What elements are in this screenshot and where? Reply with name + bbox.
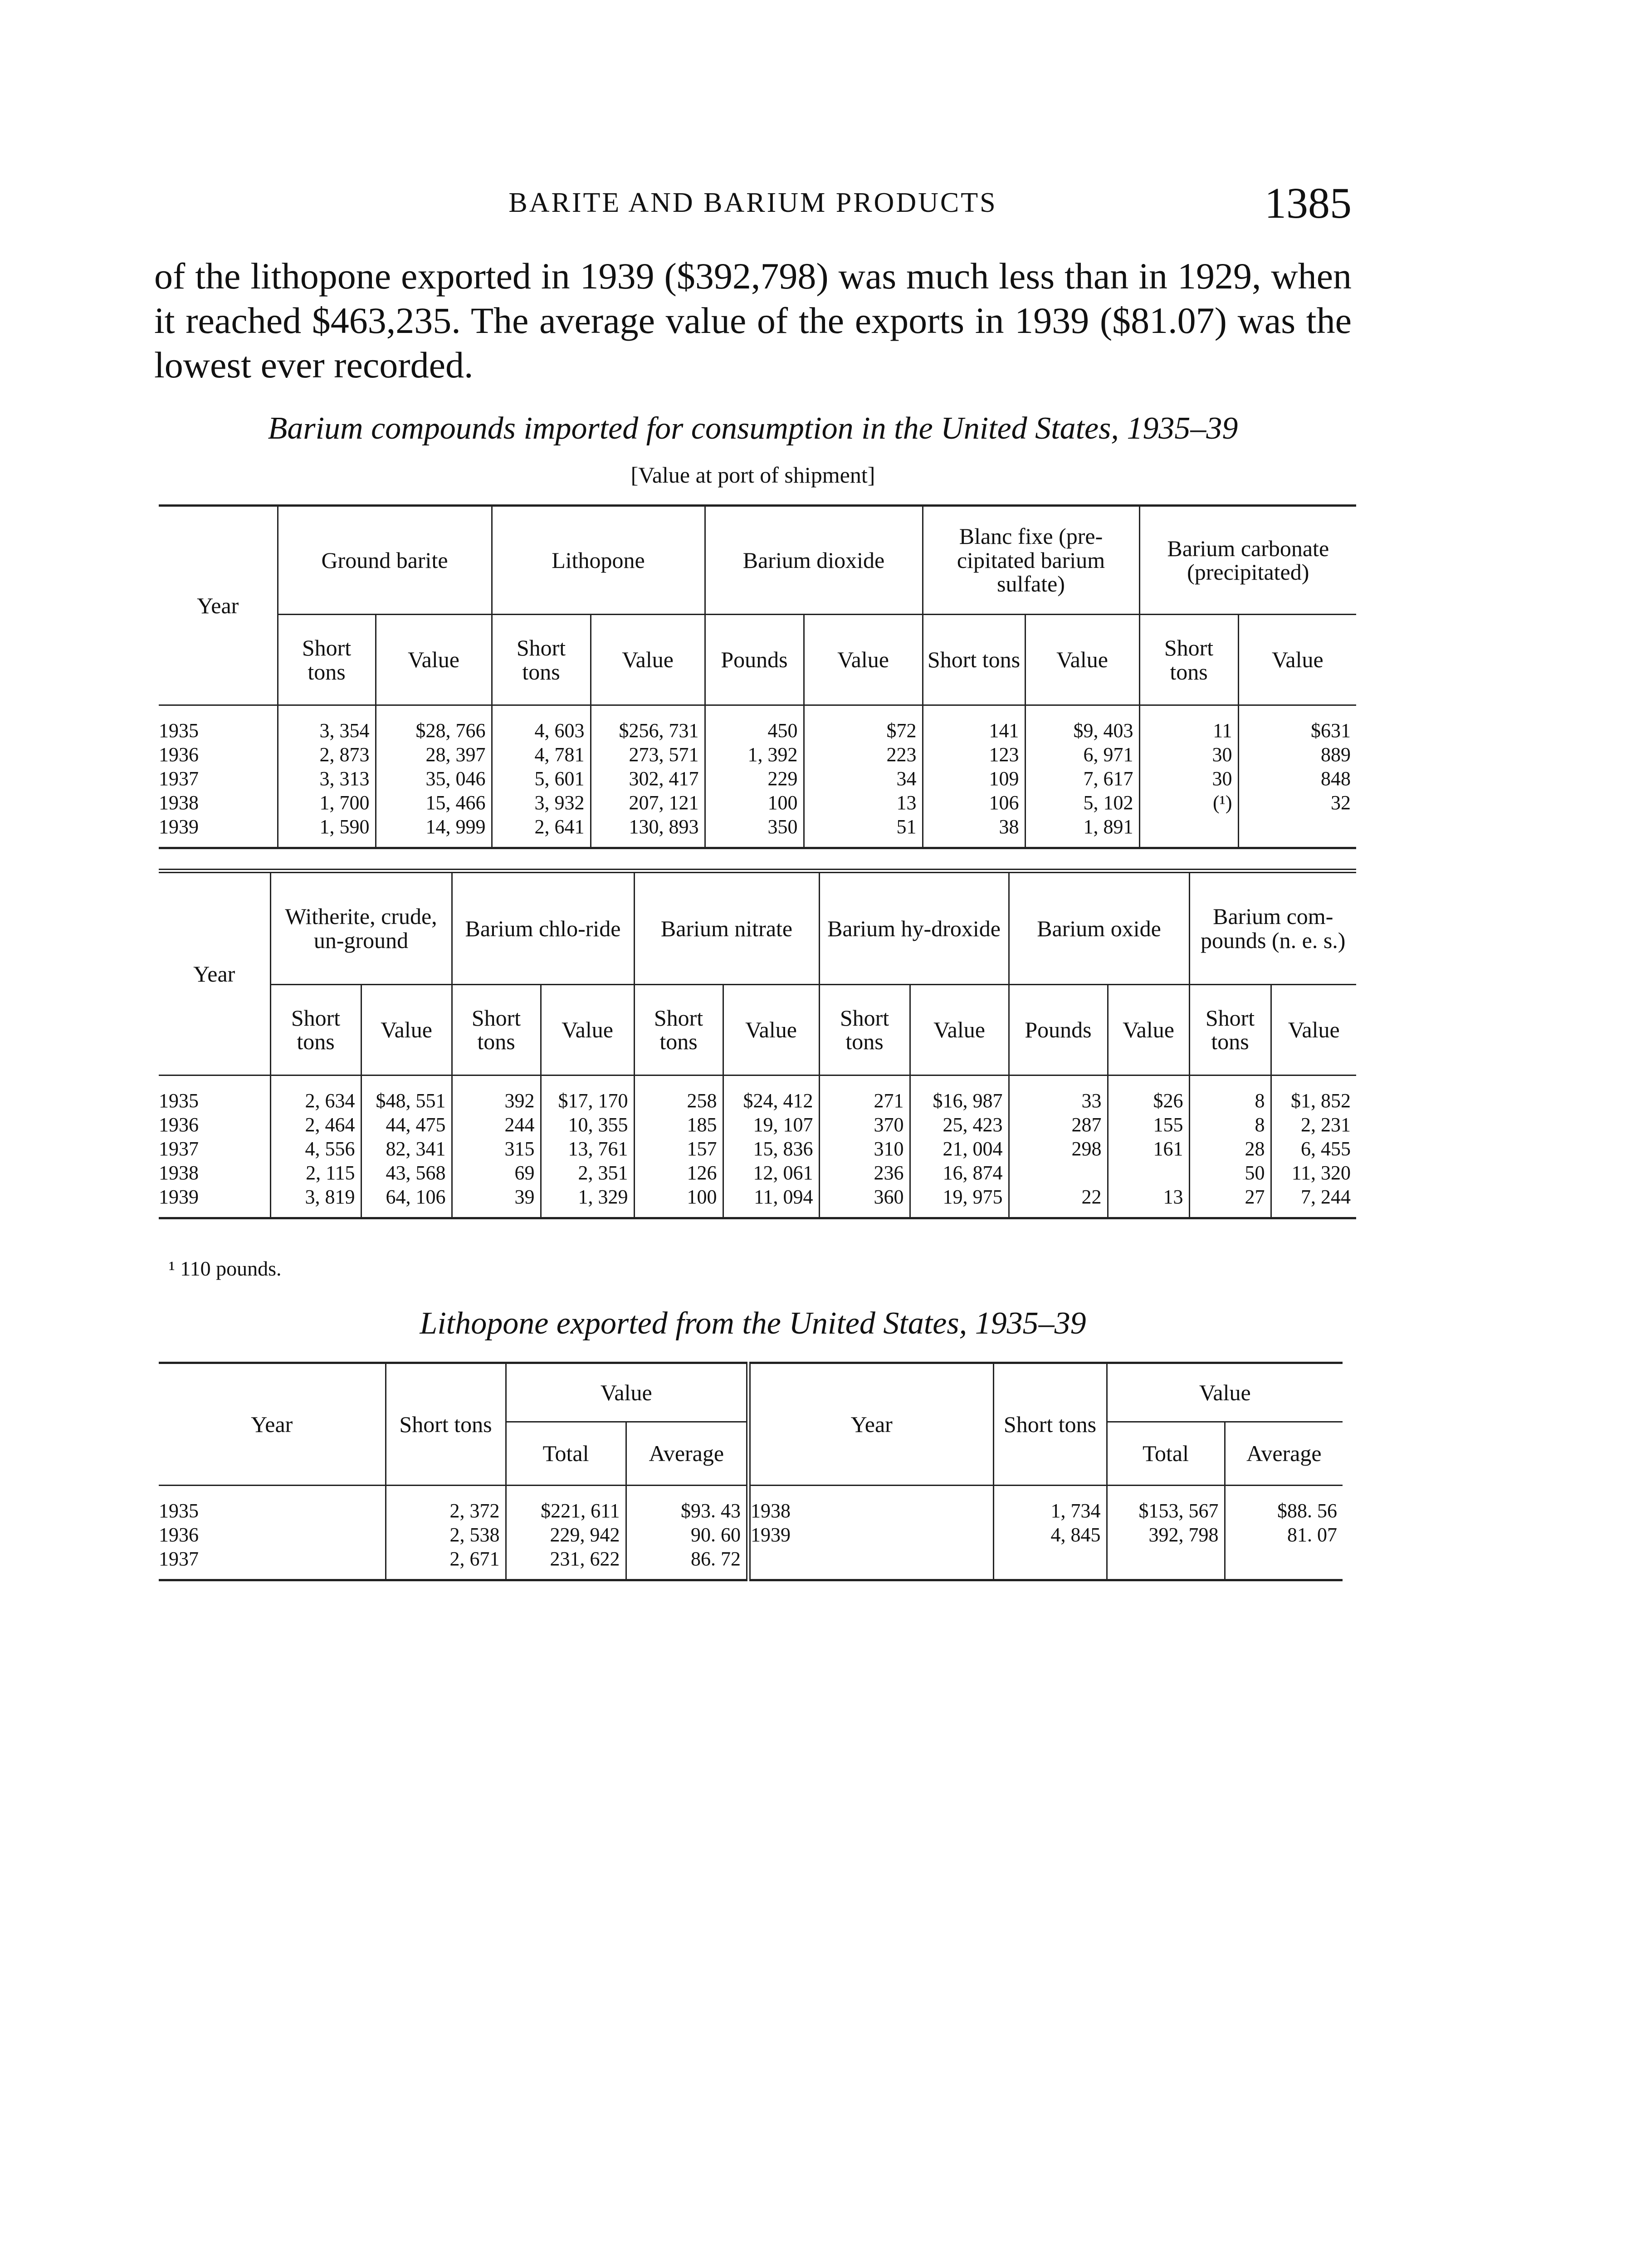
barium-imports-table-2 <box>159 869 1356 1219</box>
data-cell: 2, 351 <box>541 1161 634 1185</box>
subcolumn-header: Short tons <box>452 984 541 1075</box>
data-cell: 3, 313 <box>278 767 376 791</box>
data-cell: 30 <box>1139 767 1238 791</box>
data-cell: 229, 942 <box>506 1523 626 1547</box>
subcolumn-header: Value <box>541 984 634 1075</box>
data-cell: 302, 417 <box>591 767 705 791</box>
data-cell: $17, 170 <box>541 1075 634 1113</box>
data-cell: 2, 671 <box>386 1547 506 1580</box>
data-cell: $24, 412 <box>723 1075 819 1113</box>
year-header: Year <box>159 506 278 705</box>
data-cell: 298 <box>1009 1137 1108 1161</box>
subcolumn-header: Value <box>910 984 1009 1075</box>
page-number: 1385 <box>1265 179 1352 227</box>
data-cell: $48, 551 <box>361 1075 452 1113</box>
data-cell: $26 <box>1108 1075 1189 1113</box>
data-cell: 100 <box>705 791 804 815</box>
data-cell: $221, 611 <box>506 1486 626 1523</box>
short-tons-header: Short tons <box>993 1363 1107 1486</box>
data-cell: 109 <box>923 767 1025 791</box>
data-cell: 7, 244 <box>1271 1185 1356 1218</box>
subcolumn-header: Pounds <box>1009 984 1108 1075</box>
data-cell: 22 <box>1009 1185 1108 1218</box>
data-cell: 392 <box>452 1075 541 1113</box>
data-cell: 229 <box>705 767 804 791</box>
table-row <box>159 1137 1356 1161</box>
data-cell: 370 <box>819 1113 910 1137</box>
data-cell: 2, 115 <box>270 1161 361 1185</box>
data-cell: 141 <box>923 705 1025 743</box>
data-cell: 315 <box>452 1137 541 1161</box>
data-cell: 5, 102 <box>1025 791 1139 815</box>
data-cell: 3, 932 <box>492 791 591 815</box>
data-cell: 2, 634 <box>270 1075 361 1113</box>
year-cell: 1935 <box>159 1500 199 1522</box>
table1-caption: Barium compounds imported for consumption in the United States, 1935–39 <box>268 411 1238 446</box>
column-group-header: Barium hy-droxide <box>819 871 1009 984</box>
data-cell: 21, 004 <box>910 1137 1009 1161</box>
subcolumn-header: Value <box>1271 984 1356 1075</box>
column-group-header: Barium chlo-ride <box>452 871 634 984</box>
data-cell: $9, 403 <box>1025 705 1139 743</box>
subcolumn-header: Pounds <box>705 615 804 705</box>
subcolumn-header: Value <box>591 615 705 705</box>
year-header: Year <box>159 871 270 1075</box>
page-header <box>154 178 1352 228</box>
intro-paragraph: of the lithopone exported in 1939 ($392,798) was much less than in 1929, when it reached $463,235. The average value of the exports in 1939 ($81.07) was the lowest ever recorded. <box>154 255 1352 386</box>
data-cell: 1, 700 <box>278 791 376 815</box>
year-cell: 1936 <box>159 1524 199 1546</box>
data-cell: 90. 60 <box>626 1523 748 1547</box>
data-cell: 33 <box>1009 1075 1108 1113</box>
subcolumn-header: Value <box>804 615 923 705</box>
year-cell: 1935 <box>159 719 199 742</box>
table-row <box>159 791 1356 815</box>
table-row <box>159 1185 1356 1218</box>
data-cell: 287 <box>1009 1113 1108 1137</box>
data-cell <box>1238 815 1356 848</box>
table-row <box>159 1523 1343 1547</box>
data-cell: 43, 568 <box>361 1161 452 1185</box>
data-cell: $631 <box>1238 705 1356 743</box>
table-row <box>159 705 1356 743</box>
data-cell: 2, 873 <box>278 743 376 767</box>
data-cell: 8 <box>1189 1075 1271 1113</box>
data-cell: 130, 893 <box>591 815 705 848</box>
data-cell: 2, 641 <box>492 815 591 848</box>
data-cell: 155 <box>1108 1113 1189 1137</box>
data-cell <box>993 1547 1107 1580</box>
data-cell: 207, 121 <box>591 791 705 815</box>
year-cell: 1938 <box>159 792 199 814</box>
footnote: ¹ 110 pounds. <box>169 1257 282 1280</box>
data-cell: 13 <box>804 791 923 815</box>
subcolumn-header: Value <box>361 984 452 1075</box>
year-header: Year <box>159 1363 386 1486</box>
total-header: Total <box>1107 1422 1225 1486</box>
subcolumn-header: Value <box>1108 984 1189 1075</box>
data-cell: 7, 617 <box>1025 767 1139 791</box>
table-row <box>159 1161 1356 1185</box>
year-cell <box>748 1547 993 1580</box>
year-cell: 1939 <box>159 1185 199 1208</box>
data-cell: 848 <box>1238 767 1356 791</box>
data-cell: 4, 556 <box>270 1137 361 1161</box>
data-cell: 14, 999 <box>376 815 492 848</box>
data-cell: 34 <box>804 767 923 791</box>
data-cell: $256, 731 <box>591 705 705 743</box>
column-group-header: Lithopone <box>492 506 705 615</box>
data-cell: 35, 046 <box>376 767 492 791</box>
data-cell: $72 <box>804 705 923 743</box>
year-cell: 1939 <box>748 1523 993 1547</box>
year-header: Year <box>748 1363 993 1486</box>
data-cell: 350 <box>705 815 804 848</box>
data-cell: $88. 56 <box>1225 1486 1343 1523</box>
table-row <box>159 815 1356 848</box>
data-cell <box>1225 1547 1343 1580</box>
subcolumn-header: Value <box>376 615 492 705</box>
data-cell: 236 <box>819 1161 910 1185</box>
average-header: Average <box>626 1422 748 1486</box>
data-cell: 10, 355 <box>541 1113 634 1137</box>
data-cell: (¹) <box>1139 791 1238 815</box>
barium-imports-table-1 <box>159 504 1356 849</box>
data-cell: 1, 329 <box>541 1185 634 1218</box>
data-cell: 392, 798 <box>1107 1523 1225 1547</box>
subcolumn-header: Short tons <box>278 615 376 705</box>
data-cell: $153, 567 <box>1107 1486 1225 1523</box>
total-header: Total <box>506 1422 626 1486</box>
data-cell: $93. 43 <box>626 1486 748 1523</box>
data-cell: 11, 320 <box>1271 1161 1356 1185</box>
table-row <box>159 743 1356 767</box>
data-cell: 19, 107 <box>723 1113 819 1137</box>
data-cell: 5, 601 <box>492 767 591 791</box>
year-cell: 1936 <box>159 743 199 766</box>
data-cell: 81. 07 <box>1225 1523 1343 1547</box>
data-cell: 28 <box>1189 1137 1271 1161</box>
data-cell: 11 <box>1139 705 1238 743</box>
year-cell: 1935 <box>159 1089 199 1112</box>
data-cell: 32 <box>1238 791 1356 815</box>
data-cell: 157 <box>634 1137 723 1161</box>
data-cell: 12, 061 <box>723 1161 819 1185</box>
lithopone-exports-table <box>159 1362 1343 1581</box>
data-cell: 27 <box>1189 1185 1271 1218</box>
data-cell: 231, 622 <box>506 1547 626 1580</box>
column-group-header: Witherite, crude, un-ground <box>270 871 452 984</box>
data-cell: 19, 975 <box>910 1185 1009 1218</box>
table3-caption: Lithopone exported from the United States, 1935–39 <box>420 1306 1086 1341</box>
data-cell: 100 <box>634 1185 723 1218</box>
data-cell: 310 <box>819 1137 910 1161</box>
data-cell: 2, 372 <box>386 1486 506 1523</box>
data-cell <box>1009 1161 1108 1185</box>
data-cell: 6, 971 <box>1025 743 1139 767</box>
data-cell: 889 <box>1238 743 1356 767</box>
data-cell: 123 <box>923 743 1025 767</box>
data-cell <box>1139 815 1238 848</box>
data-cell: 3, 819 <box>270 1185 361 1218</box>
data-cell: 51 <box>804 815 923 848</box>
data-cell: 244 <box>452 1113 541 1137</box>
data-cell: $1, 852 <box>1271 1075 1356 1113</box>
column-group-header: Barium com-pounds (n. e. s.) <box>1189 871 1356 984</box>
subcolumn-header: Short tons <box>634 984 723 1075</box>
subcolumn-header: Short tons <box>492 615 591 705</box>
data-cell: 6, 455 <box>1271 1137 1356 1161</box>
subcolumn-header: Short tons <box>819 984 910 1075</box>
subcolumn-header: Value <box>1025 615 1139 705</box>
average-header: Average <box>1225 1422 1343 1486</box>
data-cell: 1, 392 <box>705 743 804 767</box>
data-cell: 258 <box>634 1075 723 1113</box>
subcolumn-header: Short tons <box>1139 615 1238 705</box>
data-cell: 15, 836 <box>723 1137 819 1161</box>
value-header: Value <box>1107 1363 1343 1422</box>
data-cell: 2, 231 <box>1271 1113 1356 1137</box>
data-cell: 273, 571 <box>591 743 705 767</box>
data-cell: 106 <box>923 791 1025 815</box>
data-cell: 8 <box>1189 1113 1271 1137</box>
data-cell: 69 <box>452 1161 541 1185</box>
year-cell: 1936 <box>159 1113 199 1136</box>
data-cell: 13, 761 <box>541 1137 634 1161</box>
column-group-header: Ground barite <box>278 506 492 615</box>
table-row <box>159 1075 1356 1113</box>
data-cell: 64, 106 <box>361 1185 452 1218</box>
data-cell: 86. 72 <box>626 1547 748 1580</box>
data-cell: 126 <box>634 1161 723 1185</box>
running-head: BARITE AND BARIUM PRODUCTS <box>508 187 997 218</box>
data-cell: 360 <box>819 1185 910 1218</box>
subcolumn-header: Short tons <box>1189 984 1271 1075</box>
table-row <box>159 1486 1343 1523</box>
column-group-header: Barium dioxide <box>705 506 923 615</box>
data-cell: 2, 464 <box>270 1113 361 1137</box>
data-cell <box>1108 1161 1189 1185</box>
data-cell: 16, 874 <box>910 1161 1009 1185</box>
table-row <box>159 767 1356 791</box>
data-cell: 1, 734 <box>993 1486 1107 1523</box>
data-cell: 25, 423 <box>910 1113 1009 1137</box>
table-row <box>159 1547 1343 1580</box>
year-cell: 1937 <box>159 1137 199 1160</box>
column-group-header: Blanc fixe (pre-cipitated barium sulfate) <box>923 506 1139 615</box>
data-cell: 4, 845 <box>993 1523 1107 1547</box>
subcolumn-header: Short tons <box>923 615 1025 705</box>
data-cell: 185 <box>634 1113 723 1137</box>
table1-subcaption: [Value at port of shipment] <box>630 462 875 488</box>
data-cell: 28, 397 <box>376 743 492 767</box>
subcolumn-header: Value <box>723 984 819 1075</box>
data-cell: $28, 766 <box>376 705 492 743</box>
table-row <box>159 1113 1356 1137</box>
short-tons-header: Short tons <box>386 1363 506 1486</box>
data-cell: 13 <box>1108 1185 1189 1218</box>
data-cell: 39 <box>452 1185 541 1218</box>
data-cell: 1, 590 <box>278 815 376 848</box>
data-cell: 161 <box>1108 1137 1189 1161</box>
data-cell: 38 <box>923 815 1025 848</box>
data-cell: 4, 781 <box>492 743 591 767</box>
column-group-header: Barium oxide <box>1009 871 1189 984</box>
data-cell: 44, 475 <box>361 1113 452 1137</box>
subcolumn-header: Short tons <box>270 984 361 1075</box>
data-cell: 1, 891 <box>1025 815 1139 848</box>
year-cell: 1938 <box>159 1161 199 1184</box>
data-cell: 15, 466 <box>376 791 492 815</box>
data-cell: 50 <box>1189 1161 1271 1185</box>
data-cell: 450 <box>705 705 804 743</box>
data-cell: 2, 538 <box>386 1523 506 1547</box>
column-group-header: Barium nitrate <box>634 871 819 984</box>
data-cell: $16, 987 <box>910 1075 1009 1113</box>
data-cell: 82, 341 <box>361 1137 452 1161</box>
data-cell <box>1107 1547 1225 1580</box>
data-cell: 11, 094 <box>723 1185 819 1218</box>
data-cell: 271 <box>819 1075 910 1113</box>
year-cell: 1939 <box>159 816 199 838</box>
data-cell: 4, 603 <box>492 705 591 743</box>
data-cell: 3, 354 <box>278 705 376 743</box>
data-cell: 223 <box>804 743 923 767</box>
year-cell: 1938 <box>748 1486 993 1523</box>
subcolumn-header: Value <box>1238 615 1356 705</box>
value-header: Value <box>506 1363 748 1422</box>
year-cell: 1937 <box>159 767 199 790</box>
year-cell: 1937 <box>159 1548 199 1570</box>
column-group-header: Barium carbonate (precipitated) <box>1139 506 1356 615</box>
data-cell: 30 <box>1139 743 1238 767</box>
